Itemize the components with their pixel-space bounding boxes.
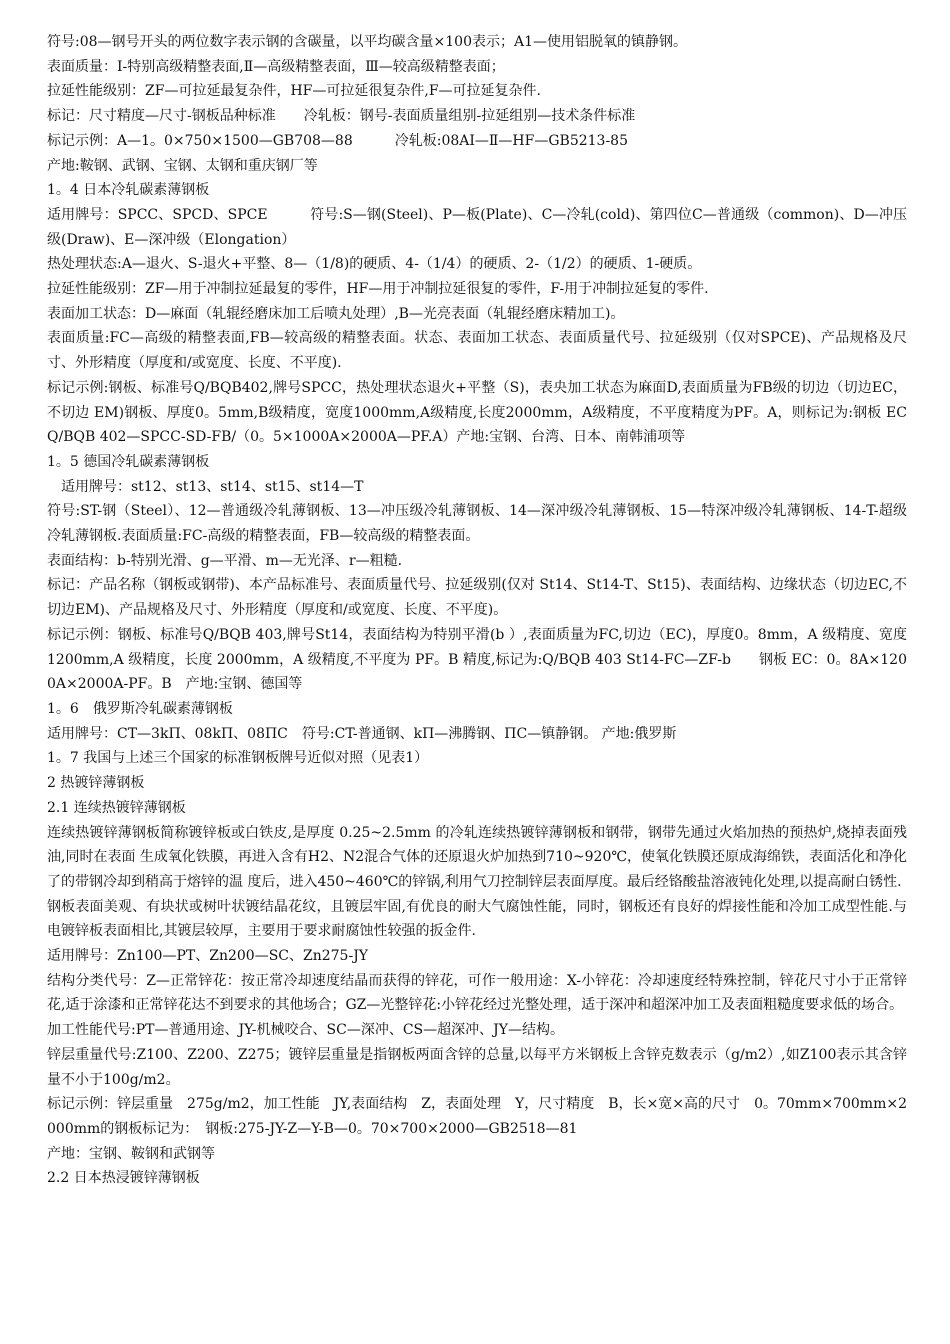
paragraph-spangle-codes: 结构分类代号：Z—正常锌花：按正常冷却速度结晶而获得的锌花，可作一般用途：X-小锌花：冷却速度经特殊控制，锌花尺寸小于正常锌花,适于涂漆和正常锌花达不到要求的其他场合；GZ—光整锌花:小锌花经过光整处理，适于深冲和超深冲加工及表面粗糙度要求低的场合。: [47, 972, 907, 1014]
heading-2: 2 热镀锌薄钢板: [47, 775, 145, 792]
paragraph-galvanized-properties: 钢板表面美观、有块状或树叶状镀结晶花纹，且镀层牢固,有优良的耐大气腐蚀性能，同时，钢板还有良好的焊接性能和冷加工成型性能.与电镀锌板表面相比,其镀层较厚，主要用于要求耐腐蚀性较强的扳金件.: [47, 898, 907, 940]
paragraph-surface-quality: 表面质量：Ⅰ-特别高级精整表面,Ⅱ—高级精整表面，Ⅲ—较高级精整表面；: [47, 58, 505, 75]
paragraph-de-marking-example: 标记示例：钢板、标准号Q/BQB 403,牌号St14，表面结构为特别平滑(b ）,表面质量为FC,切边（EC)，厚度0。8mm，A 级精度、宽度 1200mm,A 级精度，长度 2000mm，A 级精度,不平度为 PF。B 精度,标记为:Q/BQB 403 St14-FC—ZF-b 钢板 EC：0。8A×1200A×2000A-PF。B 产地:宝钢、德国等: [47, 626, 907, 693]
paragraph-symbol-08: 符号:08—钢号开头的两位数字表示钢的含碳量，以平均碳含量×100表示；A1—使用铝脱氧的镇静钢。: [47, 34, 687, 50]
paragraph-de-grades: 适用牌号：st12、st13、st14、st15、st14—T: [61, 478, 364, 495]
paragraph-processing-codes: 加工性能代号:PT—普通用途、JY-机械咬合、SC—深冲、CS—超深冲、JY—结构。: [47, 1022, 564, 1039]
paragraph-zn-marking-example: 标记示例：锌层重量 275g/m2，加工性能 JY,表面结构 Z，表面处理 Y，尺寸精度 B，长×宽×高的尺寸 0。70mm×700mm×2000mm的钢板标记为： 钢板:275-JY-Z—Y-B—0。70×700×2000—GB2518—81: [47, 1096, 907, 1137]
heading-1-7: 1。7 我国与上述三个国家的标准钢板牌号近似对照（见表1）: [47, 750, 429, 767]
paragraph-galvanizing-process: 连续热镀锌薄钢板简称镀锌板或白铁皮,是厚度 0.25~2.5mm 的冷轧连续热镀锌薄钢板和钢带，钢带先通过火焰加热的预热炉,烧掉表面残油,同时在表面 生成氧化铁膜，再进入含有H2、N2混合气体的还原退火炉加热到710~920℃，使氧化铁膜还原成海绵铁，表面活化和净化了的带钢冷却到稍高于熔锌的温 度后，进入450~460℃的锌锅,利用气刀控制锌层表面厚度。最后经铬酸盐溶液钝化处理,以提高耐白锈性.: [47, 824, 908, 890]
paragraph-origin: 产地:鞍钢、武钢、宝钢、太钢和重庆钢厂等: [47, 157, 318, 174]
paragraph-marking: 标记：尺寸精度—尺寸-钢板品种标准 冷轧板：钢号-表面质量组别-拉延组别—技术条件标准: [47, 108, 636, 125]
paragraph-coating-weight: 锌层重量代号:Z100、Z200、Z275；镀锌层重量是指钢板两面含锌的总量,以每平方米钢板上含锌克数表示（g/m2）,如Z100表示其含锌量不小于100g/m2。: [47, 1046, 907, 1088]
paragraph-zn-grades: 适用牌号：Zn100—PT、Zn200—SC、Zn275-JY: [47, 948, 369, 965]
paragraph-surface-finish: 表面加工状态：D—麻面（轧辊经磨床加工后喷丸处理）,B—光亮表面（轧辊经磨床精加工)。: [47, 305, 625, 322]
heading-1-5: 1。5 德国冷轧碳素薄钢板: [47, 453, 210, 470]
paragraph-surface-structure: 表面结构：b-特别光滑、g—平滑、m—无光泽、r—粗糙.: [47, 552, 403, 569]
heading-2-2: 2.2 日本热浸镀锌薄钢板: [47, 1170, 200, 1187]
paragraph-marking-example: 标记示例：A—1。0×750×1500—GB708—88 冷轧板:08AⅠ—Ⅱ—HF—GB5213-85: [47, 132, 628, 149]
paragraph-zn-origin: 产地：宝钢、鞍钢和武钢等: [47, 1145, 215, 1162]
heading-1-6: 1。6 俄罗斯冷轧碳素薄钢板: [47, 700, 233, 717]
paragraph-jp-drawing-grade: 拉延性能级别：ZF—用于冲制拉延最复的零件，HF—用于冲制拉延很复的零件，F-用于冲制拉延复的零件.: [47, 281, 709, 298]
paragraph-jp-grades: 适用牌号：SPCC、SPCD、SPCE 符号:S—钢(Steel)、P—板(Plate)、C—冷轧(cold)、第四位C—普通级（common)、D—冲压级(Draw)、E—深冲级（Elongation）: [47, 206, 907, 248]
heading-2-1: 2.1 连续热镀锌薄钢板: [47, 799, 186, 816]
document-page: [47, 30, 907, 1191]
paragraph-de-symbols: 符号:ST-钢（Steel）、12—普通级冷轧薄钢板、13—冲压级冷轧薄钢板、14—深冲级冷轧薄钢板、15—特深冲级冷轧薄钢板、14-T-超级冷轧薄钢板.表面质量:FC-高级的精整表面，FB—较高级的精整表面。: [47, 503, 907, 545]
paragraph-ru-grades: 适用牌号：CT—3kП、08kП、08ПC 符号:CT-普通钢、kП—沸腾钢、ПC—镇静钢。 产地:俄罗斯: [47, 725, 677, 742]
paragraph-drawing-grade: 拉延性能级别：ZF—可拉延最复杂件，HF—可拉延很复杂件,F—可拉延复杂件.: [47, 83, 541, 100]
paragraph-jp-marking-example: 标记示例:钢板、标准号Q/BQB402,牌号SPCC，热处理状态退火+平整（S)，表央加工状态为麻面D,表面质量为FB级的切边（切边EC，不切边 EM)钢板、厚度0。5mm,B级精度，宽度1000mm,A级精度,长度2000mm，A级精度，不平度精度为PF。A，则标记为:钢板 ECQ/BQB 402—SPCC-SD-FB/（0。5×1000A×2000A—PF.A）产地:宝钢、台湾、日本、南韩浦项等: [47, 379, 907, 446]
paragraph-jp-surface-quality: 表面质量:FC—高级的精整表面,FB—较高级的精整表面。状态、表面加工状态、表面质量代号、拉延级别（仅对SPCE)、产品规格及尺寸、外形精度（厚度和/或宽度、长度、不平度).: [47, 330, 907, 372]
paragraph-heat-treatment: 热处理状态:A—退火、S-退火+平整、8—（1/8)的硬质、4-（1/4）的硬质、2-（1/2）的硬质、1-硬质。: [47, 256, 702, 273]
heading-1-4: 1。4 日本冷轧碳素薄钢板: [47, 182, 210, 199]
paragraph-de-marking: 标记：产品名称（钢板或钢带)、本产品标准号、表面质量代号、拉延级别(仅对 St14、St14-T、St15)、表面结构、边缘状态（切边EC,不切边EM)、产品规格及尺寸、外形精度（厚度和/或宽度、长度、不平度)。: [47, 577, 907, 619]
